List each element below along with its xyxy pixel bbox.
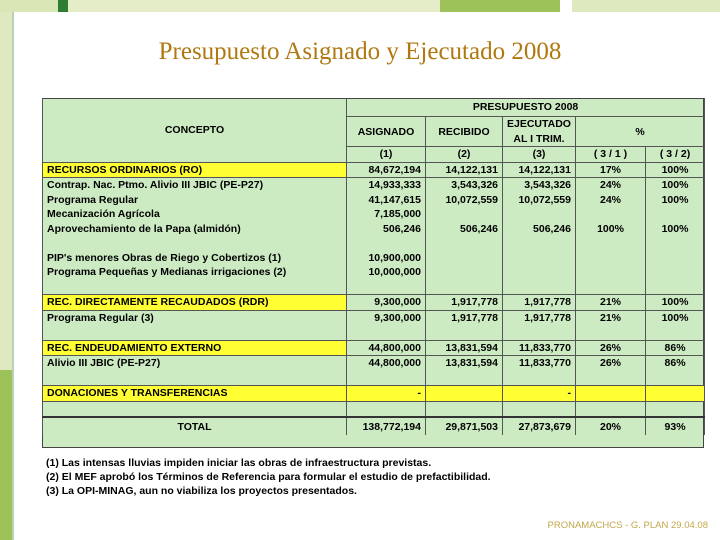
cell-asignado: 44,800,000 — [347, 340, 426, 356]
cell-concept: PIP's menores Obras de Riego y Cobertizos (1) — [43, 251, 347, 266]
cell-recibido — [426, 207, 503, 222]
header-concepto: CONCEPTO — [43, 98, 347, 162]
cell-recibido: 14,122,131 — [426, 162, 503, 178]
left-decorative-line — [12, 12, 14, 540]
header-recibido: RECIBIDO — [426, 117, 503, 147]
cell-concept: REC. ENDEUDAMIENTO EXTERNO — [43, 340, 347, 356]
cell-p32 — [646, 386, 705, 402]
cell-concept: Aprovechamiento de la Papa (almidón) — [43, 222, 347, 237]
left-decorative-accent — [0, 370, 12, 540]
table-row — [43, 280, 705, 295]
cell-recibido: 13,831,594 — [426, 356, 503, 371]
table-row — [43, 193, 705, 208]
cell-ejecutado — [503, 401, 576, 417]
cell-p32: 100% — [646, 162, 705, 178]
header-n1: (1) — [347, 147, 426, 163]
total-label: TOTAL — [43, 417, 347, 435]
cell-ejecutado: 11,833,770 — [503, 340, 576, 356]
cell-recibido: 13,831,594 — [426, 340, 503, 356]
cell-recibido: 506,246 — [426, 222, 503, 237]
cell-recibido — [426, 401, 503, 417]
cell-p31 — [576, 265, 646, 280]
cell-concept — [43, 280, 347, 295]
cell-p32: 100% — [646, 193, 705, 208]
header-r32: ( 3 / 2) — [646, 147, 705, 163]
cell-concept — [43, 236, 347, 251]
cell-asignado — [347, 236, 426, 251]
cell-ejecutado — [503, 236, 576, 251]
total-p32: 93% — [646, 417, 705, 435]
cell-ejecutado — [503, 207, 576, 222]
cell-recibido — [426, 325, 503, 340]
cell-asignado: 10,900,000 — [347, 251, 426, 266]
cell-p31 — [576, 386, 646, 402]
slide-title: Presupuesto Asignado y Ejecutado 2008 — [158, 38, 562, 65]
cell-asignado: 9,300,000 — [347, 310, 426, 325]
cell-p32: 100% — [646, 178, 705, 193]
cell-asignado: 14,933,333 — [347, 178, 426, 193]
table-row — [43, 325, 705, 340]
cell-p32: 86% — [646, 356, 705, 371]
cell-asignado: 9,300,000 — [347, 295, 426, 311]
cell-ejecutado: 14,122,131 — [503, 162, 576, 178]
cell-recibido — [426, 386, 503, 402]
cell-asignado — [347, 401, 426, 417]
cell-p31 — [576, 207, 646, 222]
header-ejecutado: EJECUTADO — [503, 117, 576, 132]
cell-p32 — [646, 280, 705, 295]
header-presupuesto: PRESUPUESTO 2008 — [347, 98, 705, 117]
cell-asignado: - — [347, 386, 426, 402]
cell-p32: 100% — [646, 295, 705, 311]
cell-ejecutado — [503, 371, 576, 386]
cell-ejecutado: 3,543,326 — [503, 178, 576, 193]
cell-ejecutado: 10,072,559 — [503, 193, 576, 208]
header-n2: (2) — [426, 147, 503, 163]
cell-p32: 100% — [646, 222, 705, 237]
cell-asignado: 7,185,000 — [347, 207, 426, 222]
cell-concept: Programa Pequeñas y Medianas irrigaciones (2) — [43, 265, 347, 280]
footnote: (3) La OPI-MINAG, aun no viabiliza los proyectos presentados. — [46, 485, 357, 497]
cell-concept: RECURSOS ORDINARIOS (RO) — [43, 162, 347, 178]
cell-recibido — [426, 251, 503, 266]
cell-p31 — [576, 236, 646, 251]
table-row — [43, 162, 705, 178]
cell-p31 — [576, 325, 646, 340]
footnotes — [46, 456, 491, 498]
header-asignado: ASIGNADO — [347, 117, 426, 147]
cell-asignado: 506,246 — [347, 222, 426, 237]
cell-p31 — [576, 251, 646, 266]
cell-asignado: 41,147,615 — [347, 193, 426, 208]
table-row — [43, 386, 705, 402]
footer-credit: PRONAMACHCS - G. PLAN 29.04.08 — [547, 520, 708, 531]
cell-p32 — [646, 251, 705, 266]
table-row — [43, 401, 705, 417]
table-row-total — [43, 417, 705, 435]
header-ejecutado-trim: AL I TRIM. — [503, 132, 576, 147]
cell-asignado: 10,000,000 — [347, 265, 426, 280]
cell-ejecutado: 1,917,778 — [503, 310, 576, 325]
cell-p31 — [576, 401, 646, 417]
cell-p31: 26% — [576, 356, 646, 371]
cell-ejecutado — [503, 251, 576, 266]
table-row — [43, 356, 705, 371]
cell-concept: Contrap. Nac. Ptmo. Alivio III JBIC (PE-P27) — [43, 178, 347, 193]
header-n3: (3) — [503, 147, 576, 163]
cell-concept: Mecanización Agrícola — [43, 207, 347, 222]
cell-concept — [43, 371, 347, 386]
cell-ejecutado — [503, 325, 576, 340]
table-row — [43, 222, 705, 237]
cell-p31: 24% — [576, 193, 646, 208]
cell-concept: Alivio III JBIC (PE-P27) — [43, 356, 347, 371]
cell-concept: REC. DIRECTAMENTE RECAUDADOS (RDR) — [43, 295, 347, 311]
budget-table — [42, 98, 705, 435]
cell-recibido: 3,543,326 — [426, 178, 503, 193]
cell-p32 — [646, 265, 705, 280]
table-row — [43, 340, 705, 356]
cell-p31: 100% — [576, 222, 646, 237]
table-row — [43, 178, 705, 193]
footnote: (1) Las intensas lluvias impiden iniciar las obras de infraestructura previstas. — [46, 457, 432, 469]
header-percent: % — [576, 117, 705, 147]
cell-concept: Programa Regular — [43, 193, 347, 208]
cell-recibido: 1,917,778 — [426, 310, 503, 325]
cell-recibido — [426, 236, 503, 251]
total-ejecutado: 27,873,679 — [503, 417, 576, 435]
table-row — [43, 310, 705, 325]
cell-concept: Programa Regular (3) — [43, 310, 347, 325]
footnote: (2) El MEF aprobó los Términos de Referencia para formular el estudio de prefactibilidad. — [46, 471, 491, 483]
header-r31: ( 3 / 1 ) — [576, 147, 646, 163]
cell-p31: 21% — [576, 310, 646, 325]
table-row — [43, 295, 705, 311]
cell-p31: 26% — [576, 340, 646, 356]
cell-p31: 17% — [576, 162, 646, 178]
cell-ejecutado — [503, 265, 576, 280]
cell-concept: DONACIONES Y TRANSFERENCIAS — [43, 386, 347, 402]
cell-asignado — [347, 280, 426, 295]
cell-asignado: 84,672,194 — [347, 162, 426, 178]
cell-recibido — [426, 265, 503, 280]
total-recibido: 29,871,503 — [426, 417, 503, 435]
cell-p32 — [646, 207, 705, 222]
cell-recibido — [426, 280, 503, 295]
table-row — [43, 236, 705, 251]
cell-concept — [43, 401, 347, 417]
cell-ejecutado: 11,833,770 — [503, 356, 576, 371]
total-asignado: 138,772,194 — [347, 417, 426, 435]
cell-p32 — [646, 401, 705, 417]
cell-ejecutado: - — [503, 386, 576, 402]
cell-p32: 86% — [646, 340, 705, 356]
cell-p32 — [646, 236, 705, 251]
cell-p31: 24% — [576, 178, 646, 193]
cell-recibido: 10,072,559 — [426, 193, 503, 208]
table-row — [43, 207, 705, 222]
cell-p32 — [646, 325, 705, 340]
cell-concept — [43, 325, 347, 340]
cell-ejecutado: 506,246 — [503, 222, 576, 237]
total-p31: 20% — [576, 417, 646, 435]
cell-ejecutado — [503, 280, 576, 295]
table-row — [43, 251, 705, 266]
cell-p31: 21% — [576, 295, 646, 311]
cell-p31 — [576, 371, 646, 386]
table-row — [43, 265, 705, 280]
cell-p32 — [646, 371, 705, 386]
cell-ejecutado: 1,917,778 — [503, 295, 576, 311]
cell-asignado: 44,800,000 — [347, 356, 426, 371]
cell-asignado — [347, 325, 426, 340]
cell-p31 — [576, 280, 646, 295]
cell-asignado — [347, 371, 426, 386]
cell-recibido — [426, 371, 503, 386]
cell-p32: 100% — [646, 310, 705, 325]
cell-recibido: 1,917,778 — [426, 295, 503, 311]
top-decorative-bar — [0, 0, 720, 12]
table-row — [43, 371, 705, 386]
